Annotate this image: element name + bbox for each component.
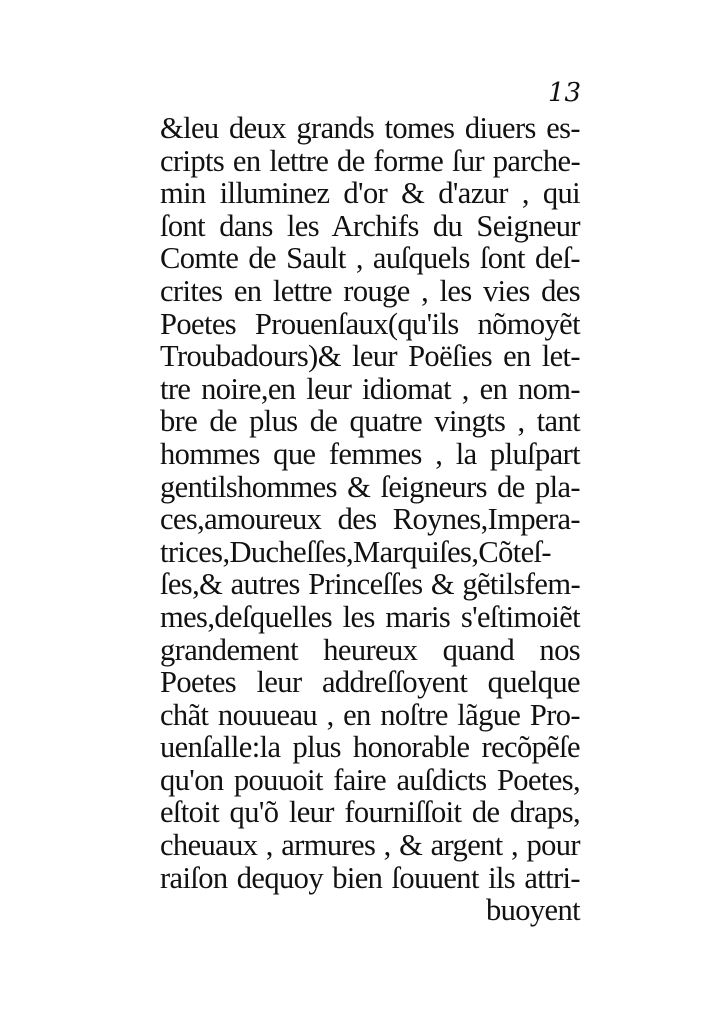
- text-line: Poetes Prouenſaux(qu'ils nõmoyẽt: [160, 306, 580, 341]
- text-line: grandement heureux quand nos: [160, 632, 580, 667]
- text-line: chãt nouueau , en noſtre lãgue Pro-: [160, 697, 580, 732]
- text-line: trices,Ducheſſes,Marquiſes,Cõteſ-: [160, 534, 551, 569]
- text-line: hommes que femmes , la pluſpart: [160, 436, 580, 471]
- text-line: ſes,& autres Princeſſes & gẽtilsfem-: [160, 567, 580, 602]
- text-line: bre de plus de quatre vingts , tant: [160, 404, 580, 439]
- text-line: Poetes leur addreſſoyent quelque: [160, 665, 580, 700]
- text-line: mes,deſquelles les maris s'eſtimoiẽt: [160, 599, 580, 634]
- text-line: Troubadours)& leur Poëſies en let-: [160, 339, 580, 374]
- body-text: [160, 112, 580, 927]
- page-number: 13: [548, 78, 582, 108]
- text-line: gentilshommes & ſeigneurs de pla-: [160, 469, 580, 504]
- text-line: qu'on pouuoit faire auſdicts Poetes,: [160, 762, 580, 797]
- text-line: ces,amoureux des Roynes,Impera-: [160, 502, 580, 537]
- text-line: cheuaux , armures , & argent , pour: [160, 828, 580, 863]
- text-line: crites en lettre rouge , les vies des: [160, 273, 580, 308]
- text-line: raiſon dequoy bien ſouuent ils attri-: [160, 860, 580, 895]
- text-line: ſont dans les Archifs du Seigneur: [160, 208, 580, 243]
- text-line: eſtoit qu'õ leur fourniſſoit de draps,: [160, 795, 580, 830]
- text-line: Comte de Sault , auſquels ſont deſ-: [160, 241, 580, 276]
- text-line: uenſalle:la plus honorable recõpẽſe: [160, 730, 580, 765]
- text-line: tre noire,en leur idiomat , en nom-: [160, 371, 580, 406]
- catchword: buoyent: [485, 893, 580, 928]
- text-line: cripts en lettre de forme ſur parche-: [160, 143, 580, 178]
- text-line: min illuminez d'or & d'azur , qui: [160, 176, 580, 211]
- text-line: &leu deux grands tomes diuers es-: [160, 111, 580, 145]
